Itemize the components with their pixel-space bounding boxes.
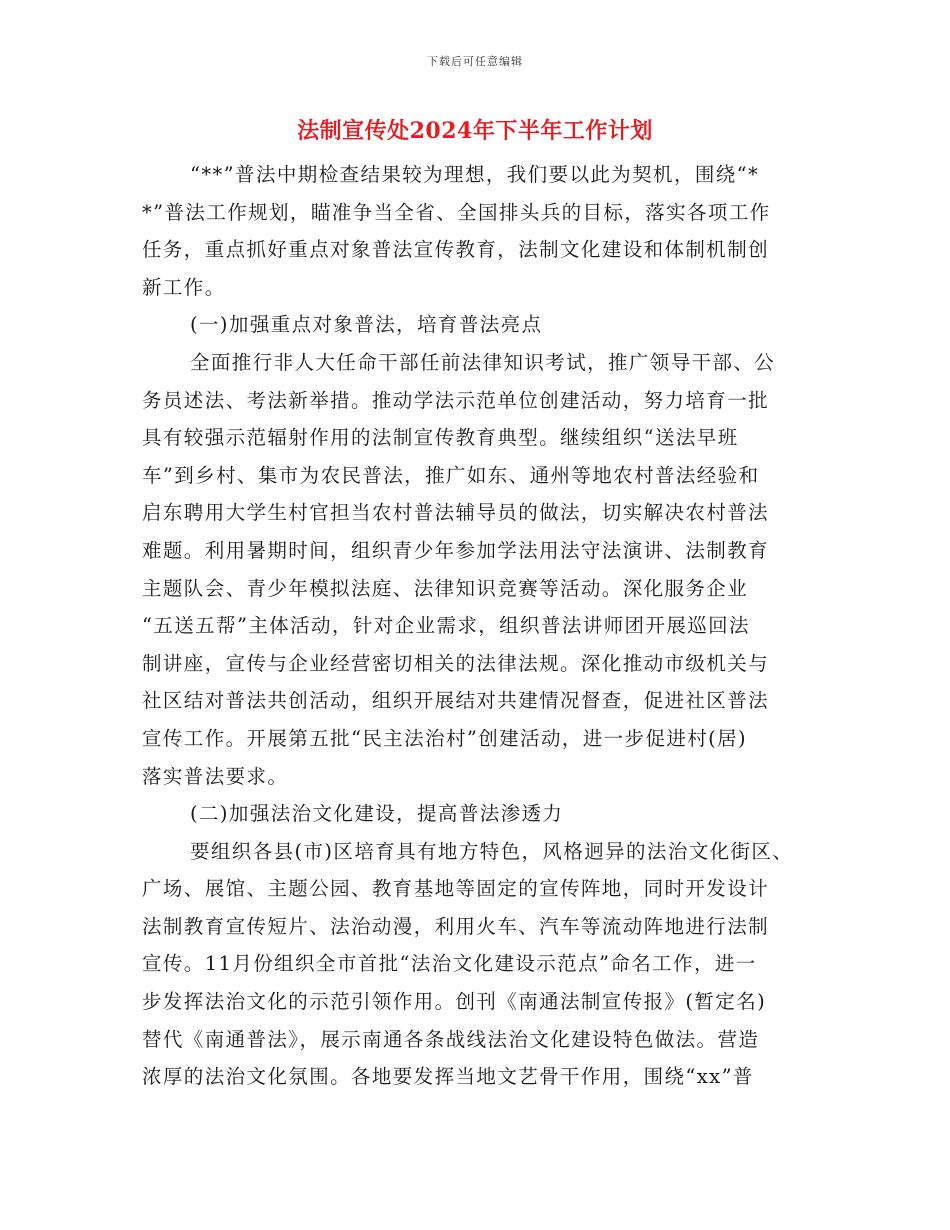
body-text-line: 浓厚的法治文化氛围。各地要发挥当地文艺骨干作用，围绕“xx”普 (142, 1065, 754, 1089)
body-text-line: 步发挥法治文化的示范引领作用。创刊《南通法制宣传报》(暂定名) (142, 990, 767, 1014)
body-text-line: (二)加强法治文化建设，提高普法渗透力 (190, 802, 564, 826)
body-text-line: 车”到乡村、集市为农民普法，推广如东、通州等地农村普法经验和 (142, 463, 760, 487)
body-text-line: *”普法工作规划，瞄准争当全省、全国排头兵的目标，落实各项工作 (142, 200, 771, 224)
body-text-line: 落实普法要求。 (142, 764, 289, 788)
body-text-line: 新工作。 (142, 275, 226, 299)
body-text-line: 法制教育宣传短片、法治动漫，利用火车、汽车等流动阵地进行法制 (142, 914, 770, 938)
body-text-line: 具有较强示范辐射作用的法制宣传教育典型。继续组织“送法早班 (142, 426, 739, 450)
body-text-line: 难题。利用暑期时间，组织青少年参加学法用法守法演讲、法制教育 (142, 538, 770, 562)
body-text-line: “五送五帮”主体活动，针对企业需求，组织普法讲师团开展巡回法 (142, 614, 750, 638)
body-text-line: “**”普法中期检查结果较为理想，我们要以此为契机，围绕“* (190, 163, 760, 186)
body-text-line: 务员述法、考法新举措。推动学法示范单位创建活动，努力培育一批 (142, 388, 770, 412)
document-body (142, 156, 810, 1096)
body-text-line: 全面推行非人大任命干部任前法律知识考试，推广领导干部、公 (190, 350, 776, 374)
body-text-line: 主题队会、青少年模拟法庭、法律知识竞赛等活动。深化服务企业 (142, 576, 749, 600)
body-text-line: 任务，重点抓好重点对象普法宣传教育，法制文化建设和体制机制创 (142, 238, 770, 262)
body-text-line: 宣传。11月份组织全市首批“法治文化建设示范点”命名工作，进一 (142, 952, 757, 976)
body-text-line: 启东聘用大学生村官担当农村普法辅导员的做法，切实解决农村普法 (142, 501, 770, 525)
body-text-line: 社区结对普法共创活动，组织开展结对共建情况督查，促进社区普法 (142, 689, 770, 713)
body-text-line: 替代《南通普法》，展示南通各条战线法治文化建设特色做法。营造 (142, 1027, 760, 1051)
body-text-line: 要组织各县(市)区培育具有地方特色，风格迥异的法治文化街区、 (190, 839, 794, 863)
body-text-line: (一)加强重点对象普法，培育普法亮点 (190, 313, 543, 337)
body-text-line: 广场、展馆、主题公园、教育基地等固定的宣传阵地，同时开发设计 (142, 877, 770, 901)
body-text-line: 制讲座，宣传与企业经营密切相关的法律法规。深化推动市级机关与 (142, 651, 770, 675)
body-text-line: 宣传工作。开展第五批“民主法治村”创建活动，进一步促进村(居) (142, 726, 748, 750)
page-header-note: 下载后可任意编辑 (427, 55, 523, 68)
document-title: 法制宣传处2024年下半年工作计划 (297, 118, 653, 144)
